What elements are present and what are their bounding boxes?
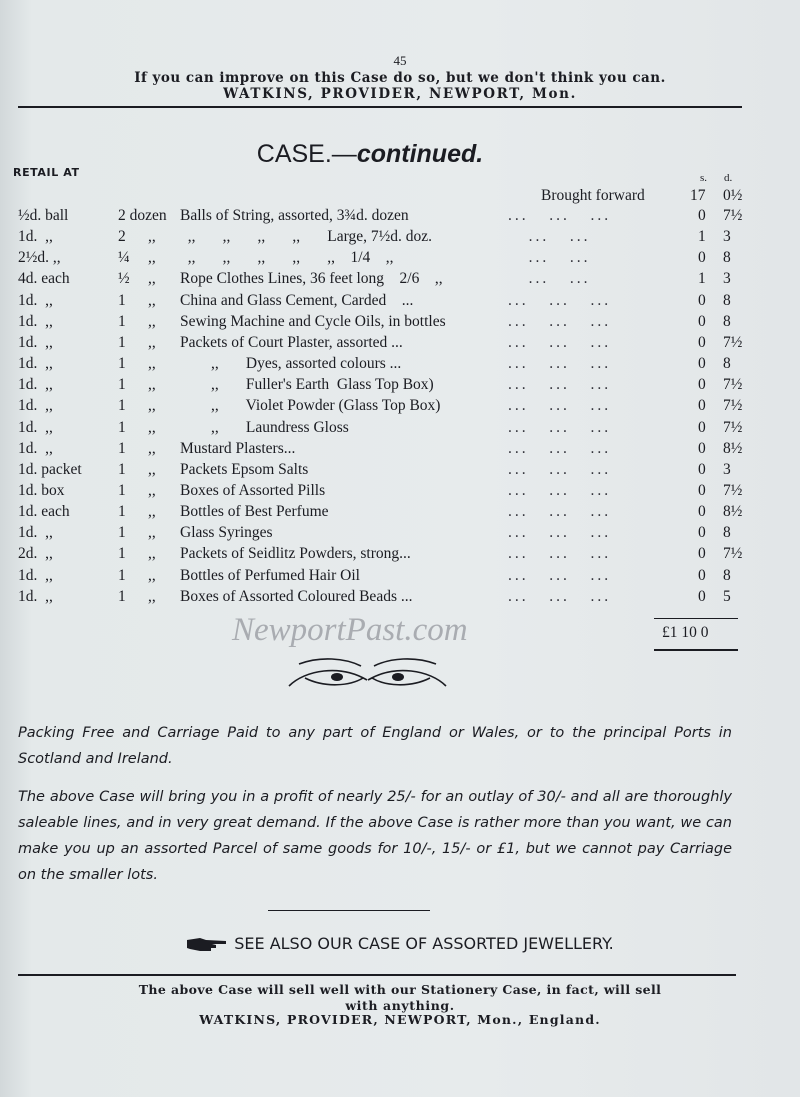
pence-column-header: d. <box>724 172 733 184</box>
item-price: 2d. ,, <box>18 545 53 563</box>
item-shillings: 0 <box>698 397 706 415</box>
item-quantity: 1 <box>118 355 126 373</box>
item-description: ,, ,, ,, ,, Large, 7½d. doz. <box>180 228 432 246</box>
item-leader-dots: ... ... ... <box>508 355 612 373</box>
item-price: 1d. ,, <box>18 418 53 436</box>
item-row <box>0 567 800 588</box>
item-pence: 8 <box>723 291 731 309</box>
item-quantity: 1 <box>118 418 126 436</box>
item-quantity: 1 <box>118 397 126 415</box>
item-quantity: 1 <box>118 587 126 605</box>
item-shillings: 0 <box>698 481 706 499</box>
item-leader-dots: ... ... ... <box>508 503 612 521</box>
item-ditto: ,, <box>148 481 156 499</box>
item-description: Boxes of Assorted Pills <box>180 481 326 499</box>
item-quantity: 2 dozen <box>118 207 167 224</box>
item-shillings: 0 <box>698 291 706 309</box>
item-pence: 7½ <box>723 207 743 224</box>
footer-line-1: The above Case will sell well with our Stationery Case, in fact, will sell <box>138 982 662 997</box>
item-pence: 3 <box>723 228 731 246</box>
item-shillings: 0 <box>698 524 706 542</box>
item-quantity: 1 <box>118 503 126 521</box>
item-leader-dots: ... ... <box>508 270 591 288</box>
item-row <box>0 376 800 397</box>
item-pence: 8 <box>723 312 731 330</box>
item-row <box>0 503 800 524</box>
item-shillings: 0 <box>698 545 706 563</box>
item-ditto: ,, <box>148 249 156 267</box>
item-pence: 8 <box>723 566 731 584</box>
item-ditto: ,, <box>148 312 156 330</box>
item-shillings: 0 <box>698 333 706 351</box>
item-shillings: 0 <box>698 355 706 373</box>
item-quantity: 1 <box>118 481 126 499</box>
item-price: 1d. ,, <box>18 587 53 605</box>
item-leader-dots: ... ... <box>508 249 591 267</box>
item-row <box>0 545 800 566</box>
item-row <box>0 334 800 355</box>
item-description: China and Glass Cement, Carded ... <box>180 291 414 309</box>
item-price: 1d. ,, <box>18 439 53 457</box>
item-leader-dots: ... ... ... <box>508 439 612 457</box>
item-description: Bottles of Best Perfume <box>180 503 329 521</box>
item-description: ,, ,, ,, ,, ,, 1/4 ,, <box>180 249 394 267</box>
item-shillings: 0 <box>698 566 706 584</box>
item-price: 2½d. ,, <box>18 249 61 267</box>
item-leader-dots: ... ... ... <box>508 566 612 584</box>
item-ditto: ,, <box>148 524 156 542</box>
item-pence: 3 <box>723 460 731 478</box>
item-leader-dots: ... ... ... <box>508 207 612 224</box>
page-number: 45 <box>393 53 407 68</box>
item-leader-dots: ... ... ... <box>508 524 612 542</box>
item-shillings: 0 <box>698 207 706 224</box>
total-rule-bottom <box>654 649 738 651</box>
item-ditto: ,, <box>148 545 156 563</box>
item-description: Packets of Seidlitz Powders, strong... <box>180 545 411 563</box>
item-row <box>0 355 800 376</box>
item-row <box>0 397 800 418</box>
retail-at-label: RETAIL AT <box>13 166 80 179</box>
item-price: 1d. box <box>18 481 65 499</box>
item-pence: 8½ <box>723 439 743 457</box>
item-ditto: ,, <box>148 418 156 436</box>
item-shillings: 0 <box>698 503 706 521</box>
item-quantity: ½ <box>118 270 130 288</box>
item-pence: 8½ <box>723 503 743 521</box>
grand-total: £1 10 0 <box>662 624 709 641</box>
item-pence: 5 <box>723 587 731 605</box>
item-leader-dots: ... ... ... <box>508 418 612 436</box>
brought-forward-pence: 0½ <box>723 187 743 204</box>
item-quantity: 1 <box>118 566 126 584</box>
item-ditto: ,, <box>148 376 156 394</box>
item-row <box>0 292 800 313</box>
item-ditto: ,, <box>148 228 156 246</box>
header-slogan: If you can improve on this Case do so, but we don't think you can. <box>134 70 666 86</box>
item-description: ,, Violet Powder (Glass Top Box) <box>180 397 441 415</box>
item-leader-dots: ... ... ... <box>508 587 612 605</box>
item-leader-dots: ... ... ... <box>508 291 612 309</box>
item-quantity: 1 <box>118 312 126 330</box>
item-ditto: ,, <box>148 460 156 478</box>
item-row <box>0 588 800 609</box>
item-row <box>0 524 800 545</box>
item-shillings: 1 <box>698 270 706 288</box>
item-price: 1d. packet <box>18 460 82 478</box>
item-price: 1d. ,, <box>18 333 53 351</box>
item-shillings: 0 <box>698 439 706 457</box>
item-leader-dots: ... ... ... <box>508 333 612 351</box>
item-description: Packets of Court Plaster, assorted ... <box>180 333 403 351</box>
item-leader-dots: ... ... ... <box>508 481 612 499</box>
item-ditto: ,, <box>148 355 156 373</box>
item-ditto: ,, <box>148 587 156 605</box>
footer-line-2: with anything. <box>345 998 455 1013</box>
brought-forward-shillings: 17 <box>690 187 706 204</box>
item-shillings: 0 <box>698 587 706 605</box>
see-also-notice <box>0 934 800 953</box>
item-description: Balls of String, assorted, 3¾d. dozen <box>180 207 409 224</box>
item-description: ,, Laundress Gloss <box>180 418 349 436</box>
watermark: NewportPast.com <box>232 612 468 648</box>
item-description: ,, Fuller's Earth Glass Top Box) <box>180 376 434 394</box>
item-row <box>0 249 800 270</box>
item-pence: 7½ <box>723 376 743 394</box>
item-ditto: ,, <box>148 333 156 351</box>
item-quantity: 1 <box>118 545 126 563</box>
item-description: Boxes of Assorted Coloured Beads ... <box>180 587 413 605</box>
item-quantity: 1 <box>118 439 126 457</box>
item-quantity: ¼ <box>118 249 130 267</box>
title-continued: continued. <box>356 140 484 168</box>
item-pence: 8 <box>723 249 731 267</box>
footer-rule <box>18 974 736 976</box>
page-title <box>0 140 740 169</box>
item-price: 1d. ,, <box>18 291 53 309</box>
item-leader-dots: ... ... ... <box>508 312 612 330</box>
item-description: Sewing Machine and Cycle Oils, in bottles <box>180 312 446 330</box>
item-quantity: 1 <box>118 460 126 478</box>
item-price: 1d. ,, <box>18 355 53 373</box>
item-price: 1d. ,, <box>18 566 53 584</box>
item-price: 1d. ,, <box>18 524 53 542</box>
item-price: 1d. ,, <box>18 397 53 415</box>
item-leader-dots: ... ... <box>508 228 591 246</box>
eyes-ornament <box>285 656 450 690</box>
item-shillings: 0 <box>698 249 706 267</box>
section-rule <box>268 910 430 911</box>
item-ditto: ,, <box>148 439 156 457</box>
item-leader-dots: ... ... ... <box>508 460 612 478</box>
item-pence: 8 <box>723 355 731 373</box>
item-price: 1d. ,, <box>18 312 53 330</box>
item-shillings: 0 <box>698 460 706 478</box>
item-pence: 7½ <box>723 397 743 415</box>
item-description: Packets Epsom Salts <box>180 460 309 478</box>
item-row <box>0 228 800 249</box>
item-quantity: 2 <box>118 228 126 246</box>
total-rule-top <box>654 618 738 619</box>
item-price: 1d. each <box>18 503 70 521</box>
item-row <box>0 207 800 228</box>
item-shillings: 0 <box>698 376 706 394</box>
title-main: CASE.— <box>256 140 357 168</box>
item-shillings: 0 <box>698 418 706 436</box>
item-pence: 3 <box>723 270 731 288</box>
item-row <box>0 270 800 291</box>
header-rule <box>18 106 742 108</box>
carriage-paragraph: Packing Free and Carriage Paid to any part of England or Wales, or to the principal Ports in Scotland and Ireland. <box>18 725 732 767</box>
item-pence: 7½ <box>723 333 743 351</box>
item-row <box>0 440 800 461</box>
item-shillings: 0 <box>698 312 706 330</box>
footer-address: WATKINS, PROVIDER, NEWPORT, Mon., England. <box>199 1012 601 1027</box>
brought-forward-label: Brought forward <box>541 187 645 204</box>
item-row <box>0 313 800 334</box>
pointing-hand-icon <box>186 936 228 952</box>
item-leader-dots: ... ... ... <box>508 376 612 394</box>
item-shillings: 1 <box>698 228 706 246</box>
item-ditto: ,, <box>148 291 156 309</box>
shillings-column-header: s. <box>700 172 708 184</box>
item-pence: 7½ <box>723 481 743 499</box>
item-quantity: 1 <box>118 376 126 394</box>
item-ditto: ,, <box>148 503 156 521</box>
item-row <box>0 419 800 440</box>
item-quantity: 1 <box>118 524 126 542</box>
item-description: Bottles of Perfumed Hair Oil <box>180 566 360 584</box>
item-price: 1d. ,, <box>18 228 53 246</box>
item-pence: 7½ <box>723 418 743 436</box>
item-ditto: ,, <box>148 270 156 288</box>
item-row <box>0 461 800 482</box>
item-quantity: 1 <box>118 291 126 309</box>
header-address: WATKINS, PROVIDER, NEWPORT, Mon. <box>223 86 577 102</box>
item-description: Mustard Plasters... <box>180 439 296 457</box>
item-description: ,, Dyes, assorted colours ... <box>180 355 402 373</box>
item-pence: 7½ <box>723 545 743 563</box>
item-description: Glass Syringes <box>180 524 273 542</box>
item-price: ½d. ball <box>18 207 69 224</box>
item-pence: 8 <box>723 524 731 542</box>
item-leader-dots: ... ... ... <box>508 545 612 563</box>
item-quantity: 1 <box>118 333 126 351</box>
item-price: 4d. each <box>18 270 70 288</box>
item-leader-dots: ... ... ... <box>508 397 612 415</box>
item-price: 1d. ,, <box>18 376 53 394</box>
item-description: Rope Clothes Lines, 36 feet long 2/6 ,, <box>180 270 443 288</box>
item-row <box>0 482 800 503</box>
item-ditto: ,, <box>148 566 156 584</box>
see-also-text: SEE ALSO OUR CASE OF ASSORTED JEWELLERY. <box>234 934 614 953</box>
profit-paragraph: The above Case will bring you in a profit of nearly 25/- for an outlay of 30/- and all are thoroughly saleable lines, and in very great demand. If the above Case is rather more than you want, we can make you up an assorted Parcel of same goods for 10/-, 15/- or £1, but we cannot pay Carriage on the smaller lots. <box>18 789 732 883</box>
item-ditto: ,, <box>148 397 156 415</box>
